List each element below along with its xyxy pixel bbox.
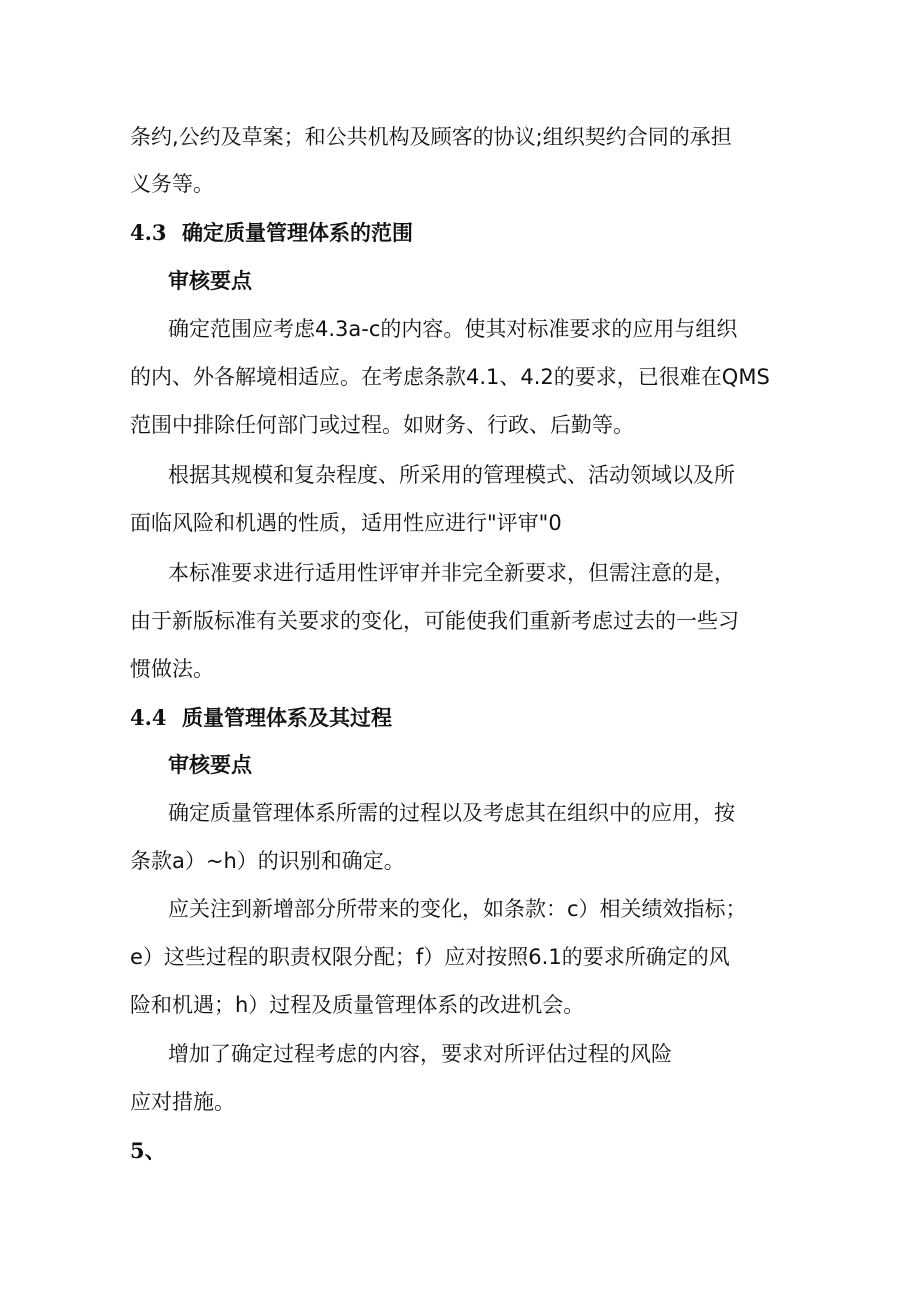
body-text-line: 增加了确定过程考虑的内容，要求对所评估过程的风险	[168, 1042, 672, 1066]
section-heading-5	[130, 1136, 810, 1166]
body-text-line: 确定范围应考虑4.3a-c的内容。使其对标准要求的应用与组织	[168, 317, 738, 341]
body-text-line: 惯做法。	[130, 657, 214, 681]
section-title: 确定质量管理体系的范围	[182, 221, 413, 245]
body-text-line: 面临风险和机遇的性质，适用性应进行"评审"0	[130, 511, 562, 535]
section-number: 5、	[130, 1138, 166, 1163]
body-text-line: 应对措施。	[130, 1090, 235, 1114]
body-text-line: 根据其规模和复杂程度、所采用的管理模式、活动领域以及所	[168, 463, 735, 487]
body-text-line: 应关注到新增部分所带来的变化，如条款：c）相关绩效指标；	[168, 897, 747, 921]
subheading-audit-points: 审核要点	[168, 753, 252, 777]
body-text-line: 条约,公约及草案；和公共机构及顾客的协议;组织契约合同的承担	[130, 125, 732, 149]
section-heading-4-4	[130, 703, 810, 733]
body-text-line: 的内、外各解境相适应。在考虑条款4.1、4.2的要求，已很难在QMS	[130, 365, 770, 389]
body-text-line: 范围中排除任何部门或过程。如财务、行政、后勤等。	[130, 413, 634, 437]
body-text-line: 本标准要求进行适用性评审并非完全新要求，但需注意的是，	[168, 561, 735, 585]
body-text-line: 险和机遇；h）过程及质量管理体系的改进机会。	[130, 993, 585, 1017]
section-number: 4.4	[130, 705, 167, 730]
section-title: 质量管理体系及其过程	[182, 706, 392, 730]
body-text-line: 确定质量管理体系所需的过程以及考虑其在组织中的应用，按	[168, 801, 735, 825]
body-text-line: 义务等。	[130, 172, 214, 196]
body-text-line: e）这些过程的职责权限分配；f）应对按照6.1的要求所确定的风	[130, 945, 730, 969]
section-number: 4.3	[130, 220, 167, 245]
section-heading-4-3	[130, 218, 810, 248]
subheading-audit-points: 审核要点	[168, 269, 252, 293]
body-text-line: 条款a）~h）的识别和确定。	[130, 849, 405, 873]
body-text-line: 由于新版标准有关要求的变化，可能使我们重新考虑过去的一些习	[130, 609, 739, 633]
